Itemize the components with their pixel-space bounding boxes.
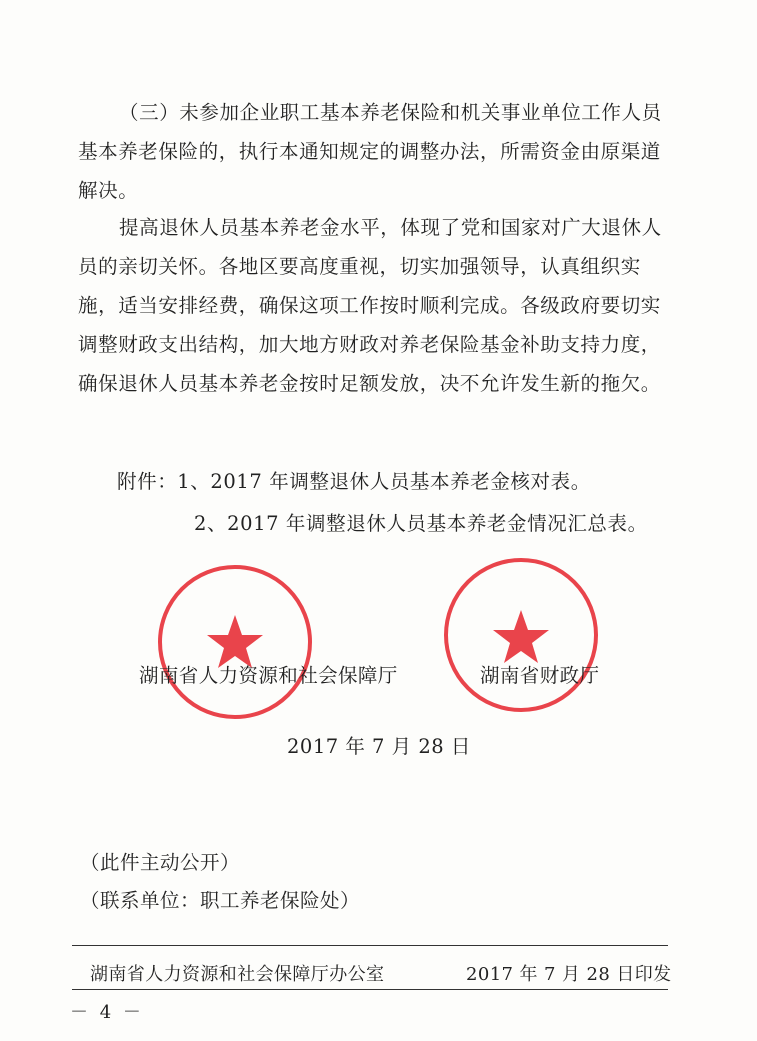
issue-date: 2017 年 7 月 28 日 xyxy=(287,735,471,758)
footer-top-rule xyxy=(72,945,668,946)
hrss-official-seal xyxy=(158,565,312,719)
signature-finance: 湖南省财政厅 xyxy=(480,664,600,687)
finance-dept-official-seal xyxy=(444,558,598,712)
contact-note: （联系单位：职工养老保险处） xyxy=(80,889,361,912)
attachment-item-1: 附件：1、2017 年调整退休人员基本养老金核对表。 xyxy=(117,470,591,493)
attachment-item-2: 2、2017 年调整退休人员基本养老金情况汇总表。 xyxy=(194,512,648,535)
page-number: － 4 － xyxy=(70,1002,144,1023)
footer-print-date: 2017 年 7 月 28 日印发 xyxy=(466,964,672,985)
publicity-note: （此件主动公开） xyxy=(80,851,241,874)
footer-issuer: 湖南省人力资源和社会保障厅办公室 xyxy=(90,964,385,985)
signature-hrss: 湖南省人力资源和社会保障厅 xyxy=(139,664,398,687)
paragraph-clause-three: （三）未参加企业职工基本养老保险和机关事业单位工作人员基本养老保险的，执行本通知规定的调整办法，所需资金由原渠道解决。 xyxy=(78,101,662,202)
paragraph-requirements: 提高退休人员基本养老金水平，体现了党和国家对广大退休人员的亲切关怀。各地区要高度重视，切实加强领导，认真组织实施，适当安排经费，确保这项工作按时顺利完成。各级政府要切实调整财政支出结构，加大地方财政对养老保险基金补助支持力度，确保退休人员基本养老金按时足额发放，决不允许发生新的拖欠。 xyxy=(78,216,662,395)
footer-bottom-rule xyxy=(72,989,668,990)
